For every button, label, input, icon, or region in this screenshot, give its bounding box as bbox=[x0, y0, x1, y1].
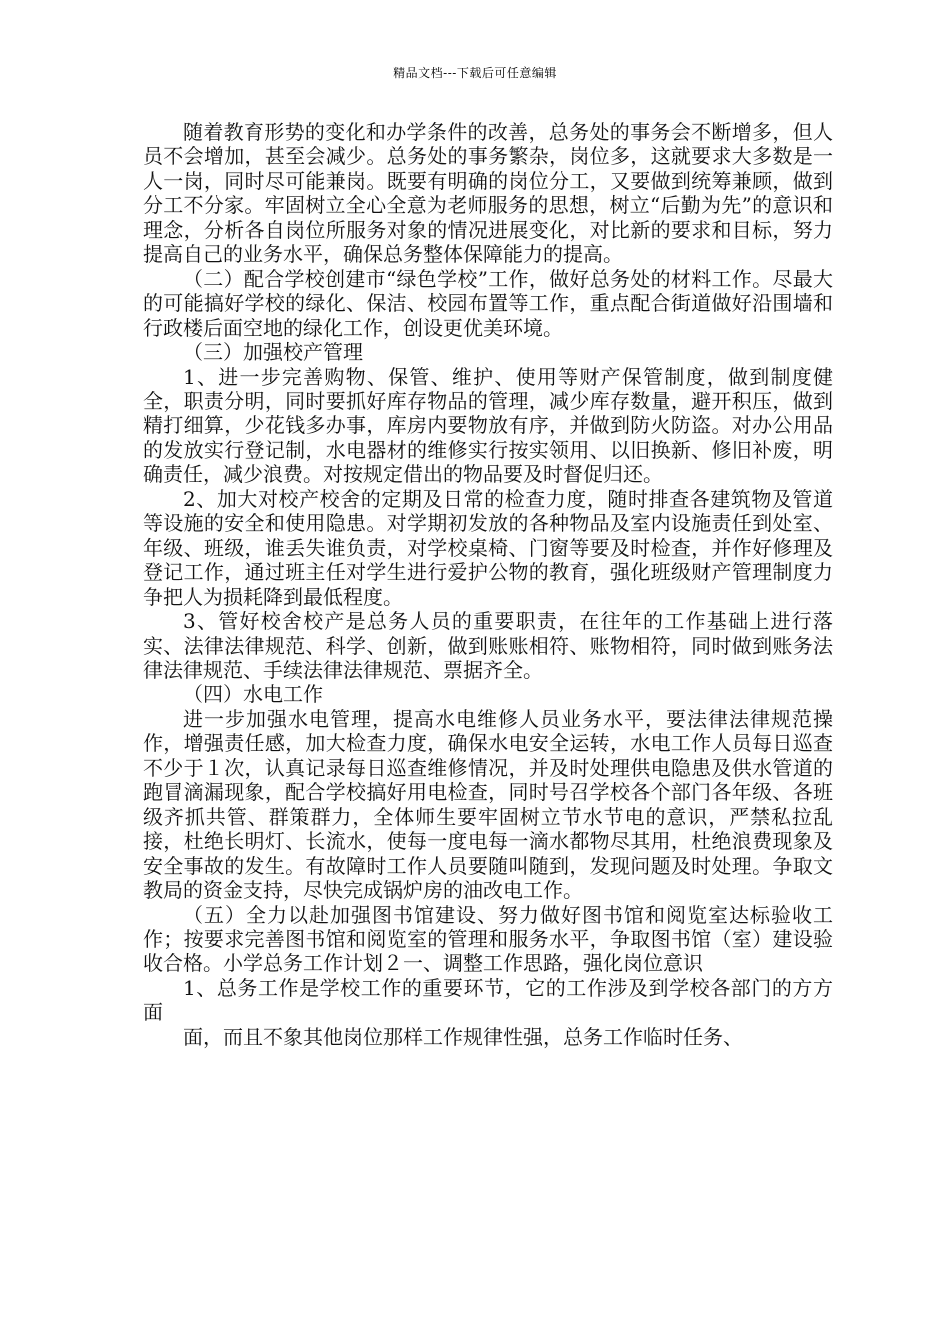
page-header: 精品文档---下载后可任意编辑 bbox=[393, 66, 557, 80]
paragraph-green-school: （二）配合学校创建市“绿色学校”工作，做好总务处的材料工作。尽最大的可能搞好学校的绿化、保洁、校园布置等工作，重点配合街道做好沿围墙和行政楼后面空地的绿化工作，创设更优美环境。 bbox=[143, 266, 833, 340]
heading-asset-management: （三）加强校产管理 bbox=[183, 340, 363, 365]
paragraph-asset-item-2: 2、加大对校产校舍的定期及日常的检查力度，随时排查各建筑物及管道等设施的安全和使用隐患。对学期初发放的各种物品及室内设施责任到处室、年级、班级，谁丢失谁负责，对学校桌椅、门窗等要及时检查，并作好修理及登记工作，通过班主任对学生进行爱护公物的教育，强化班级财产管理制度力争把人为损耗降到最低程度。 bbox=[143, 486, 833, 609]
paragraph-general-affairs-1: 1、总务工作是学校工作的重要环节，它的工作涉及到学校各部门的方方面 bbox=[143, 975, 833, 1025]
paragraph-staff-duties: 随着教育形势的变化和办学条件的改善，总务处的事务会不断增多，但人员不会增加，甚至会减少。总务处的事务繁杂，岗位多，这就要求大多数是一人一岗，同时尽可能兼岗。既要有明确的岗位分工，又要做到统筹兼顾，做到分工不分家。牢固树立全心全意为老师服务的思想，树立“后勤为先”的意识和理念，分析各自岗位所服务对象的情况进展变化，对比新的要求和目标，努力提高自己的业务水平，确保总务整体保障能力的提高。 bbox=[143, 120, 833, 267]
paragraph-asset-item-3: 3、管好校舍校产是总务人员的重要职责，在往年的工作基础上进行落实、法律法律规范、科学、创新，做到账账相符、账物相符，同时做到账务法律法律规范、手续法律法律规范、票据齐全。 bbox=[143, 609, 833, 682]
paragraph-library: （五）全力以赴加强图书馆建设、努力做好图书馆和阅览室达标验收工作；按要求完善图书馆和阅览室的管理和服务水平，争取图书馆（室）建设验收合格。小学总务工作计划２一、调整工作思路，强化岗位意识 bbox=[143, 902, 833, 976]
paragraph-water-electricity: 进一步加强水电管理，提高水电维修人员业务水平，要法律法律规范操作，增强责任感，加大检查力度，确保水电安全运转，水电工作人员每日巡查不少于１次，认真记录每日巡查维修情况，并及时处理供电隐患及供水管道的跑冒滴漏现象，配合学校搞好用电检查，同时号召学校各个部门各年级、各班级齐抓共管、群策群力，全体师生要牢固树立节水节电的意识，严禁私拉乱接，杜绝长明灯、长流水，使每一度电每一滴水都物尽其用，杜绝浪费现象及安全事故的发生。有故障时工作人员要随叫随到，发现问题及时处理。争取文教局的资金支持，尽快完成锅炉房的油改电工作。 bbox=[143, 706, 833, 903]
paragraph-asset-item-1: 1、进一步完善购物、保管、维护、使用等财产保管制度，做到制度健全，职责分明，同时要抓好库存物品的管理，减少库存数量，避开积压，做到精打细算，少花钱多办事，库房内要物放有序，并做到防火防盗。对办公用品的发放实行登记制，水电器材的维修实行按实领用、以旧换新、修旧补废，明确责任，减少浪费。对按规定借出的物品要及时督促归还。 bbox=[143, 364, 833, 487]
heading-water-electricity: （四）水电工作 bbox=[183, 682, 323, 707]
paragraph-general-affairs-cont: 面，而且不象其他岗位那样工作规律性强，总务工作临时任务、 bbox=[183, 1024, 743, 1049]
document-body bbox=[143, 120, 833, 1049]
